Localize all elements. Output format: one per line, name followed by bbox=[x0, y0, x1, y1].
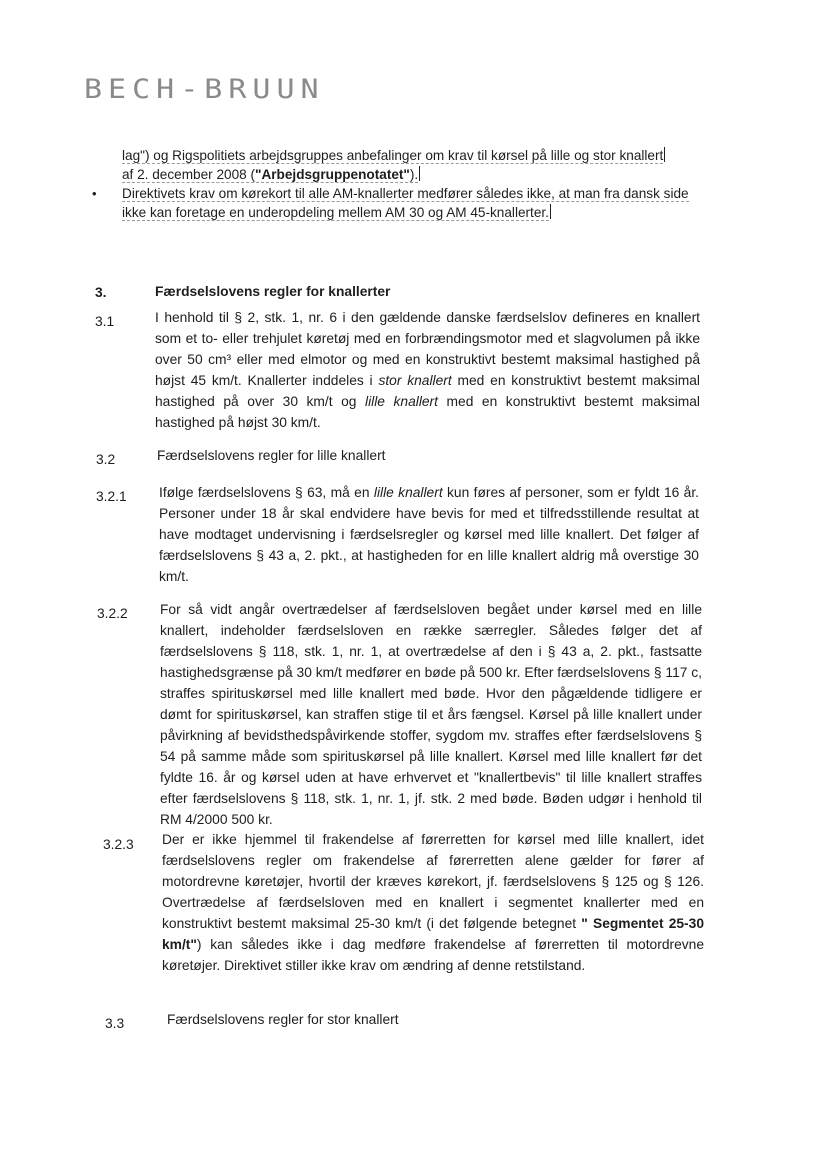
segmentet-term: " Segmentet 25-30 km/t" bbox=[162, 916, 704, 952]
section-3-2-title: Færdselslovens regler for lille knallert bbox=[157, 448, 386, 463]
intro-bullet-item bbox=[92, 184, 707, 222]
section-3-2-3-text: Der er ikke hjemmel til frakendelse af førerretten for kørsel med lille knallert, idet færdselslovens regler om frakendelse af førerretten alene gælder for fører af motordrevne køretøjer, hvortil der kræves kørekort, jf. færdselslovens § 125 og § 126. Overtrædelse af færdselsloven med en knallert i segmentet knallerter med en konstruktivt bestemt maksimal 25-30 km/t (i det følgende betegnet " Segmentet 25-30 km/t") kan således ikke i dag medføre frakendelse af førerretten til motordrevne køretøjer. Direktivet stiller ikke krav om ændring af denne retstilstand. bbox=[162, 832, 704, 973]
intro-block bbox=[92, 146, 707, 222]
section-3-2-number: 3.2 bbox=[96, 452, 116, 467]
company-logo: BECH-BRUUN bbox=[84, 73, 325, 106]
section-3-number: 3. bbox=[95, 285, 107, 300]
text-cursor bbox=[664, 147, 665, 162]
bullet-dot: • bbox=[92, 186, 97, 201]
section-3-title: Færdselslovens regler for knallerter bbox=[155, 284, 391, 299]
text-cursor bbox=[419, 166, 420, 181]
section-3-2-2-number: 3.2.2 bbox=[97, 606, 128, 621]
section-3-1-text: I henhold til § 2, stk. 1, nr. 6 i den gældende danske færdselslov defineres en knallert som et to- eller trehjulet køretøj med en forbrændingsmotor med et slagvolumen på ikke over 50 cm³ eller med elmotor og med en konstruktivt bestemt maksimal hastighed på højst 45 km/t. Knallerter inddeles i stor knallert med en konstruktivt bestemt maksimal hastighed på over 30 km/t og lille knallert med en konstruktivt bestemt maksimal hastighed på højst 30 km/t. bbox=[155, 310, 700, 430]
section-3-2-1-number: 3.2.1 bbox=[96, 489, 127, 504]
section-3-1-number: 3.1 bbox=[95, 314, 115, 329]
intro-paragraph-2: Direktivets krav om kørekort til alle AM-knallerter medfører således ikke, at man fra dansk side ikke kan foretage en underopdeling mellem AM 30 og AM 45-knallerter. bbox=[122, 186, 689, 220]
section-3-2-2-text: For så vidt angår overtrædelser af færdselsloven begået under kørsel med en lille knallert, indeholder færdselsloven en række særregler. Således følger det af færdselslovens § 118, stk. 1, nr. 1, at overtrædelse af den i § 43 a, 2. pkt., fastsatte hastighedsgrænse på 30 km/t medfører en bøde på 500 kr. Efter færdselslovens § 117 c, straffes spirituskørsel med lille knallert med bøde. Hvor den pågældende tidligere er dømt for spirituskørsel, kan straffen stige til et års fængsel. Kørsel på lille knallert under påvirkning af bevidsthedspåvirkende stoffer, sygdom mv. straffes efter færdselslovens § 54 på samme måde som spirituskørsel på lille knallert. Kørsel med lille knallert før det fyldte 16. år og kørsel uden at have erhvervet et "knallertbevis" til lille knallert straffes efter færdselslovens § 118, stk. 1, nr. 1, jf. stk. 2 med bøde. Bøden udgør i henhold til RM 4/2000 500 kr. bbox=[160, 602, 702, 827]
section-3-2-3-number: 3.2.3 bbox=[103, 837, 134, 852]
section-3-3-number: 3.3 bbox=[105, 1016, 125, 1031]
intro-paragraph-1 bbox=[122, 146, 707, 184]
text-cursor bbox=[550, 204, 551, 219]
arbejdsgruppenotatet-term: "Arbejdsgruppenotatet" bbox=[255, 167, 410, 182]
intro-p1-line-a: lag") og Rigspolitiets arbejdsgruppes anbefalinger om krav til kørsel på lille og stor knallert bbox=[122, 148, 664, 163]
section-3-2-1-text: Ifølge færdselslovens § 63, må en lille knallert kun føres af personer, som er fyldt 16 år. Personer under 18 år skal endvidere have bevis for med et tilfredsstillende resultat at have modtaget undervisning i færdselsregler og kørsel med lille knallert. Det følger af færdselslovens § 43 a, 2. pkt., at hastigheden for en lille knallert aldrig må overstige 30 km/t. bbox=[159, 485, 699, 584]
section-3-3-title: Færdselslovens regler for stor knallert bbox=[167, 1012, 399, 1027]
intro-p1-line-b: af 2. december 2008 ("Arbejdsgruppenotatet"). bbox=[122, 167, 419, 182]
